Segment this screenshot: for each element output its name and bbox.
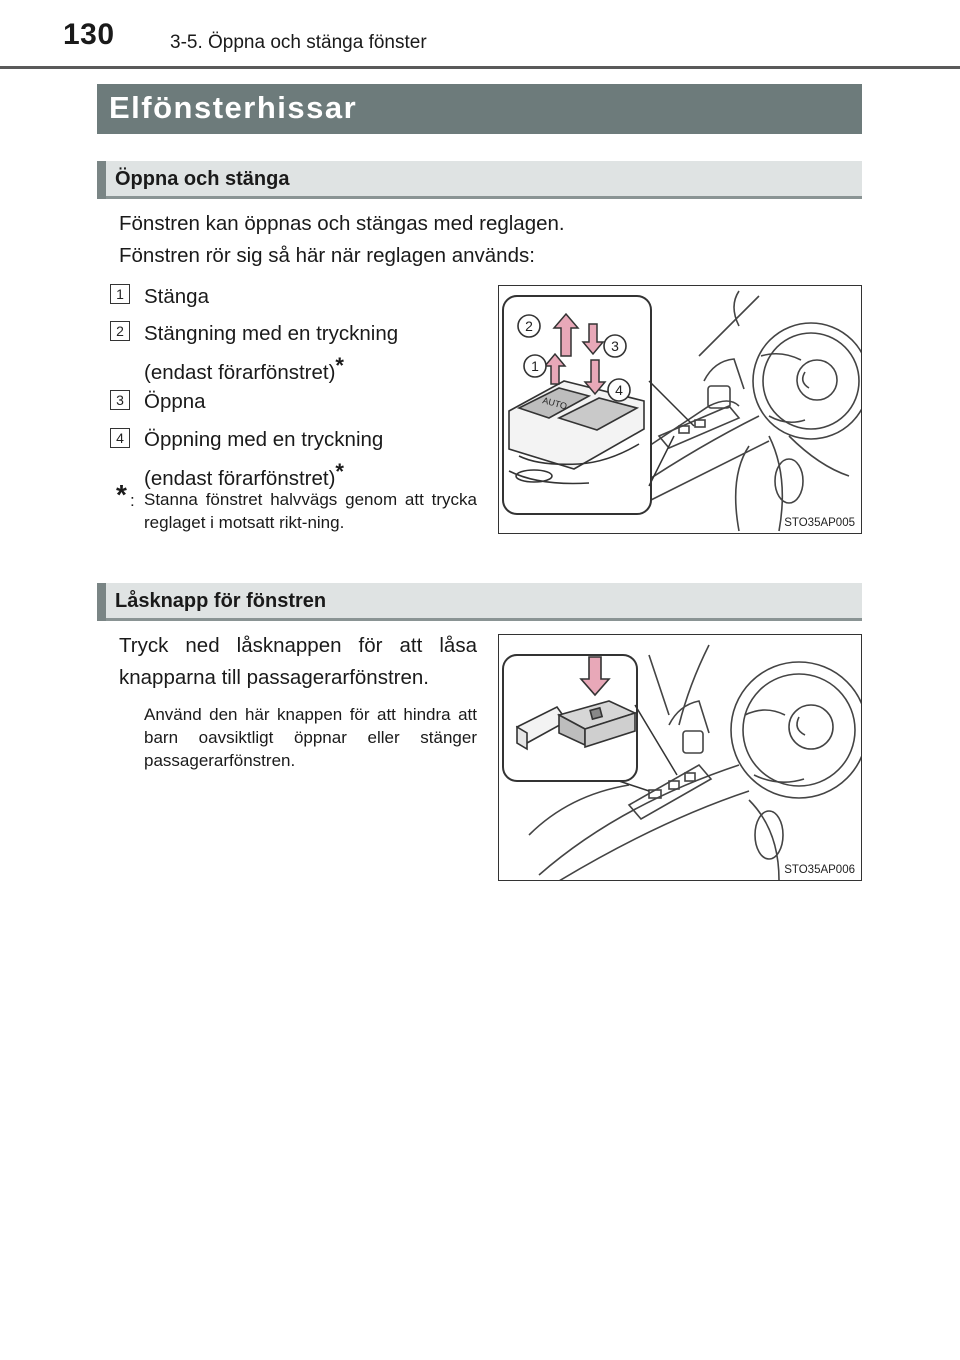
intro-line-1: Fönstren kan öppnas och stängas med reglagen. <box>119 212 565 235</box>
item-4-qualifier: (endast förarfönstret) <box>144 467 336 490</box>
callout-1: 1 <box>531 358 539 374</box>
item-number-3: 3 <box>110 390 130 410</box>
footnote-colon: : <box>130 491 135 510</box>
switch-auto-label: AUTO <box>541 395 569 412</box>
footnote-text: Stanna fönstret halvvägs genom att trycka reglaget i motsatt rikt-ning. <box>144 490 477 532</box>
section-heading-window-lock <box>97 583 862 621</box>
item-4-text: Öppning med en tryckning <box>144 428 384 451</box>
asterisk-mark: * <box>335 459 344 484</box>
figure-window-switch <box>498 285 862 534</box>
intro-line-2: Fönstren rör sig så här när reglagen används: <box>119 244 535 267</box>
section-accent <box>97 583 106 621</box>
figure-code: STO35AP006 <box>784 864 855 876</box>
item-number-2: 2 <box>110 321 130 341</box>
header-rule <box>0 66 960 69</box>
footnote-asterisk: * <box>116 479 127 510</box>
figure-code: STO35AP005 <box>784 517 855 529</box>
chapter-title: Elfönsterhissar <box>109 90 358 125</box>
item-2-text-cont <box>144 350 344 389</box>
item-number-1: 1 <box>110 284 130 304</box>
window-lock-illustration <box>499 635 862 881</box>
callout-2: 2 <box>525 318 533 334</box>
callout-3: 3 <box>611 338 619 354</box>
lock-note-text: Använd den här knappen för att hindra att barn oavsiktligt öppnar eller stänger passagerarfönstren. <box>144 705 477 770</box>
item-3-text: Öppna <box>144 390 206 413</box>
section-accent <box>97 161 106 199</box>
section-heading-open-close <box>97 161 862 199</box>
window-switch-illustration <box>499 286 862 534</box>
item-2-qualifier: (endast förarfönstret) <box>144 361 336 384</box>
callout-4: 4 <box>615 382 623 398</box>
item-number-4: 4 <box>110 428 130 448</box>
lock-instruction-text: Tryck ned låsknappen för att låsa knapparna till passagerarfönstren. <box>119 634 477 689</box>
section-title: Öppna och stänga <box>115 168 290 190</box>
chapter-title-bar <box>97 84 862 134</box>
figure-window-lock-button <box>498 634 862 881</box>
item-2-text: Stängning med en tryckning <box>144 322 399 345</box>
running-head: 3-5. Öppna och stänga fönster <box>170 32 427 53</box>
asterisk-mark: * <box>335 353 344 378</box>
item-1-text: Stänga <box>144 285 209 308</box>
page-number: 130 <box>63 18 115 51</box>
section-title: Låsknapp för fönstren <box>115 590 327 612</box>
